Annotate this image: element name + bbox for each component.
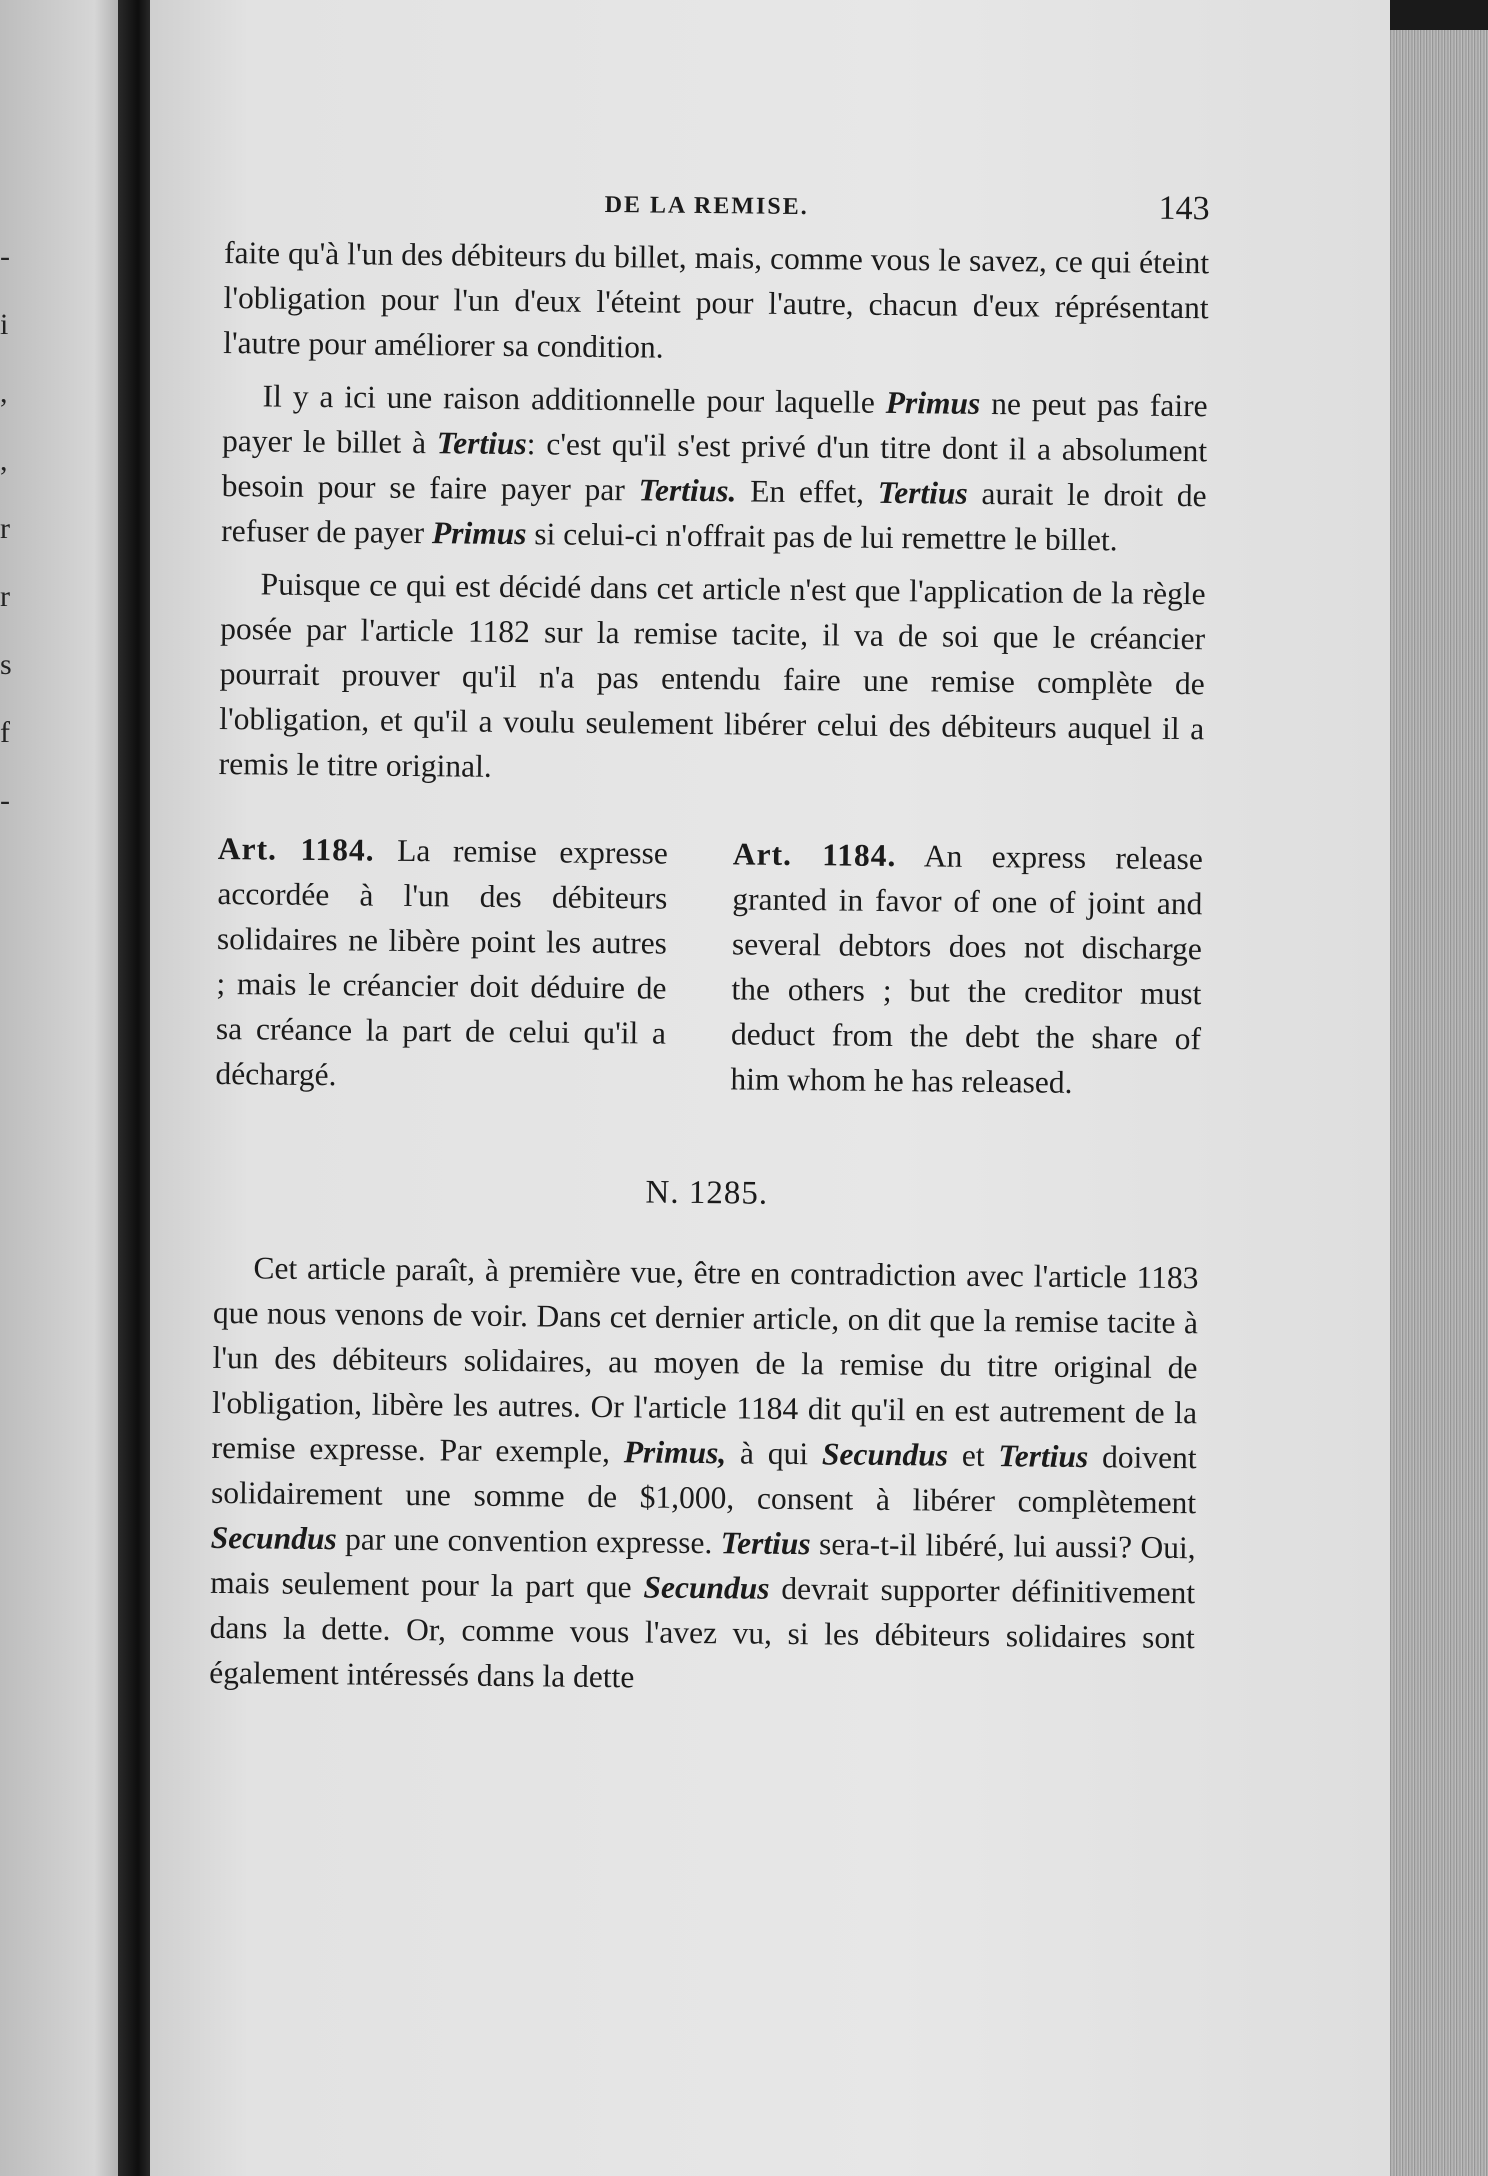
paragraph-remise-tacite: Puisque ce qui est décidé dans cet article n'est que l'application de la règle posée par l'article 1182 sur la remise tacite, il va de soi que le créancier pourrait prouver qu'il n'a pas entendu faire une remise complète de l'obligation, et qu'il a voulu seulement libérer celui des débiteurs auquel il a remis le titre original. — [218, 566, 1206, 784]
margin-mark: i — [0, 308, 9, 341]
article-text-fr: La remise expresse accordée à l'un des débiteurs solidaires ne libère point les autres ; mais le créancier doit déduire de sa créance la part de celui qu'il a déchargé. — [215, 832, 669, 1093]
italic-name: Tertius — [720, 1525, 811, 1562]
page-content — [209, 170, 1210, 1713]
italic-name: Secundus — [210, 1519, 337, 1557]
text-run: par une convention expresse. — [336, 1521, 721, 1561]
article-text-en: An express release granted in favor of one of joint and several debtors does not discharge the others ; but the creditor must deduct from the debt the share of him whom he has released. — [730, 838, 1204, 1100]
text-run: et — [947, 1437, 999, 1474]
margin-mark: r — [0, 512, 10, 545]
article-note-reference: N. 1285. — [645, 1174, 769, 1212]
page-number: 143 — [1158, 189, 1210, 228]
italic-name: Tertius — [436, 425, 527, 462]
italic-name: Tertius — [998, 1438, 1089, 1475]
text-run: sera-t-il libéré, lui aussi? Oui, mais seulement pour la part que — [210, 1526, 1196, 1605]
italic-name: Tertius — [877, 474, 968, 511]
text-run: Cet article paraît, à première vue, être en contradiction avec l'article 1183 que nous venons de voir. Dans cet dernier article, on dit que la remise tacite à l'un des débiteurs solidaires, au moyen de la remise du titre original de l'obligation, libère les autres. Or l'article 1184 dit qu'il en est autrement de la remise expresse. Par exemple, — [211, 1250, 1199, 1470]
margin-mark: , — [0, 376, 8, 409]
italic-name: Secundus — [821, 1436, 949, 1473]
italic-name: Primus — [431, 515, 527, 552]
text-run: aurait le droit de refuser de payer — [221, 475, 1207, 551]
text-run: doivent solidairement une somme de $1,000, consent à libérer complètement — [210, 1439, 1197, 1521]
article-label-en: Art. 1184. — [732, 836, 897, 874]
article-columns — [215, 826, 1204, 1176]
italic-name: Secundus — [643, 1569, 770, 1606]
page-stack-edge — [1390, 30, 1488, 2176]
italic-name: Primus — [885, 384, 981, 421]
text-run: ne peut pas faire payer le billet à — [221, 385, 1208, 461]
text-run: si celui-ci n'offrait pas de lui remettre le billet. — [526, 516, 1118, 558]
margin-mark: s — [0, 648, 12, 681]
italic-name: Primus, — [623, 1434, 727, 1471]
text-run: : c'est qu'il s'est privé d'un titre dont il a absolument besoin pour se faire payer par — [221, 426, 1208, 508]
text-run: à qui — [726, 1435, 823, 1472]
italic-name: Tertius. — [638, 472, 737, 509]
margin-mark: - — [0, 784, 10, 817]
paragraph-primus-tertius — [221, 373, 1208, 563]
running-title: DE LA REMISE. — [604, 191, 809, 221]
article-english — [730, 831, 1203, 1106]
margin-mark: - — [0, 240, 10, 273]
margin-mark: f — [0, 716, 10, 749]
margin-mark: r — [0, 580, 10, 613]
article-label-fr: Art. 1184. — [217, 830, 375, 868]
facing-page-margin-text — [0, 240, 20, 852]
margin-mark: , — [0, 444, 8, 477]
text-run: Il y a ici une raison additionnelle pour laquelle — [262, 378, 886, 420]
running-head — [224, 170, 1210, 240]
text-run: En effet, — [736, 473, 879, 510]
paragraph-commentary — [209, 1245, 1199, 1705]
article-french — [215, 826, 668, 1101]
text-run: devrait supporter définitivement dans la dette. Or, comme vous l'avez vu, si les débiteurs solidaires sont également intéressés dans la dette — [209, 1570, 1196, 1695]
paragraph-continuation: faite qu'à l'un des débiteurs du billet, mais, comme vous le savez, ce qui éteint l'obligation pour l'un d'eux l'éteint pour l'autre, chacun d'eux réprésentant l'autre pour améliorer sa condition. — [223, 234, 1210, 365]
facing-page-edge — [0, 0, 135, 2176]
